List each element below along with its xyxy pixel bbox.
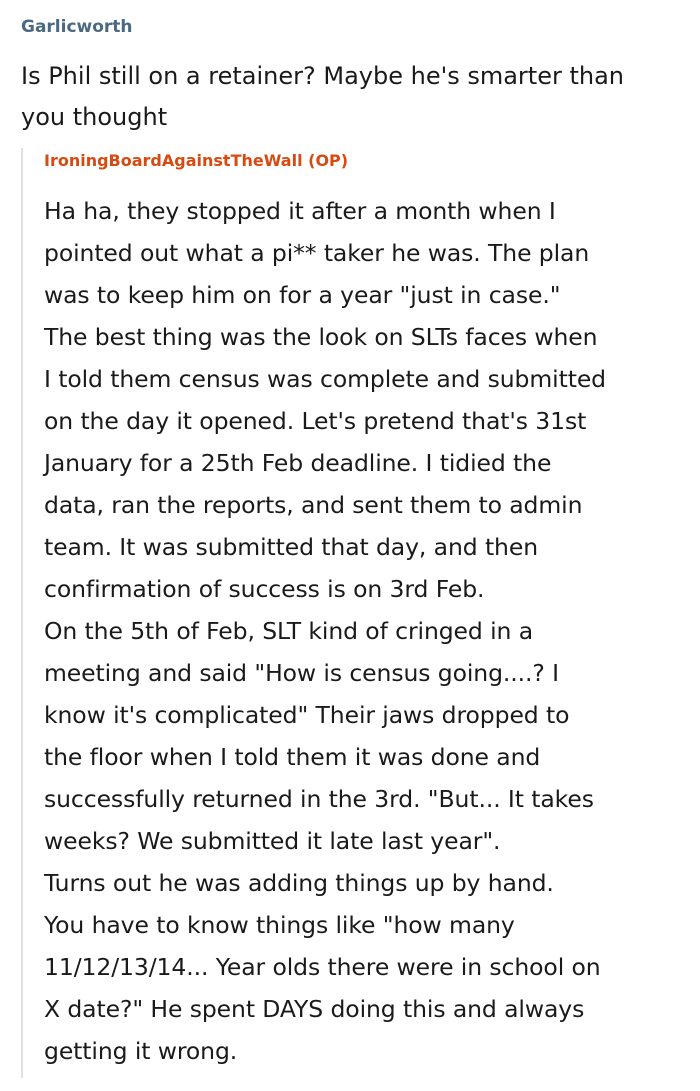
reply-comment-username[interactable]: IroningBoardAgainstTheWall: [44, 151, 303, 170]
op-tag: (OP): [308, 151, 349, 170]
reply-comment: [44, 148, 694, 1072]
parent-comment-username[interactable]: Garlicworth: [21, 17, 133, 37]
reply-comment-body: Ha ha, they stopped it after a month when I pointed out what a pi** taker he was. The plan was to keep him on for a year "just in case." The best thing was the look on SLTs faces when I told them census was complete and submitted on the day it opened. Let's pretend that's 31st January for a 25th Feb deadline. I tidied the data, ran the reports, and sent them to admin team. It was submitted that day, and then confirmation of success is on 3rd Feb. On the 5th of Feb, SLT kind of cringed in a meeting and said "How is census going....? I know it's complicated" Their jaws dropped to the floor when I told them it was done and successfully returned in the 3rd. "But... It takes weeks? We submitted it late last year". Turns out he was adding things up by hand. You have to know things like "how many 11/12/13/14... Year olds there were in school on X date?" He spent DAYS doing this and always getting it wrong.: [44, 197, 606, 1065]
parent-comment: [21, 14, 691, 138]
reply-comment-header: [44, 148, 694, 174]
reply-thread-line[interactable]: [21, 148, 698, 1078]
parent-comment-body: Is Phil still on a retainer? Maybe he's smarter than you thought: [21, 62, 624, 131]
